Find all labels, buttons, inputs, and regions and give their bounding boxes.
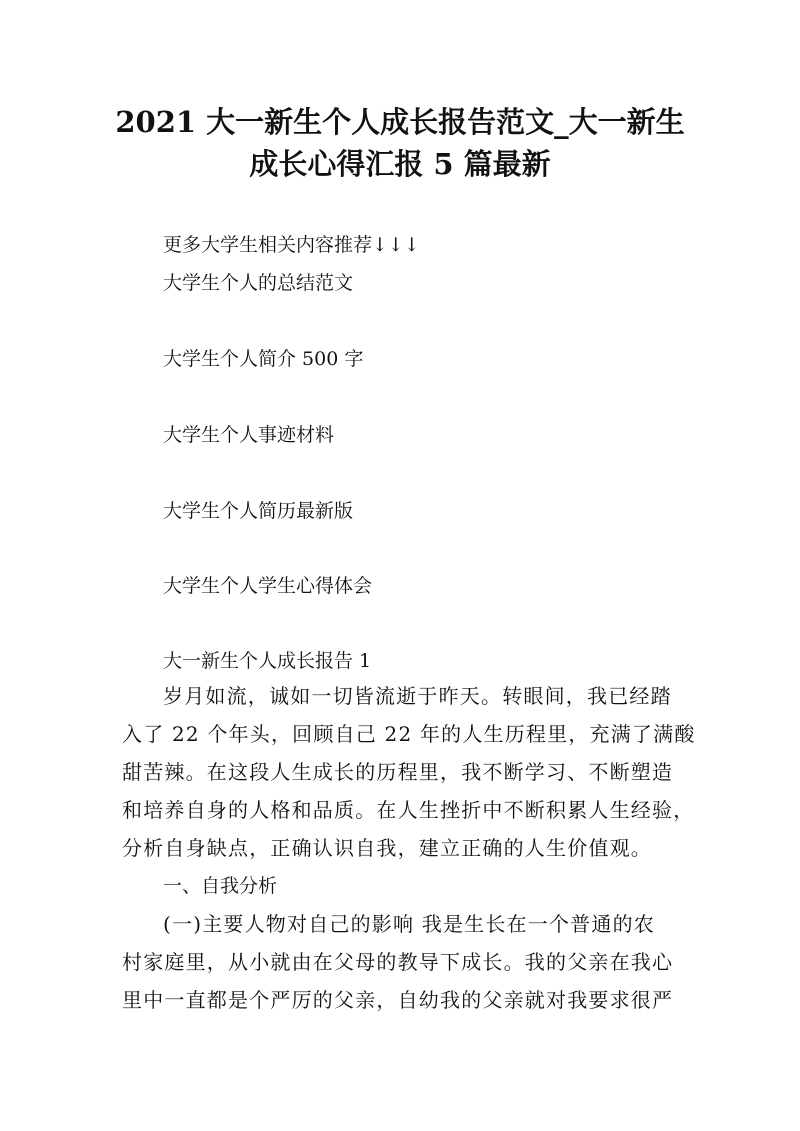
paragraph-2-line-3: 里中一直都是个严厉的父亲，自幼我的父亲就对我要求很严 (122, 988, 674, 1012)
recommend-link-5[interactable]: 大学生个人学生心得体会 (163, 575, 373, 597)
recommend-header: 更多大学生相关内容推荐↓↓↓ (163, 234, 420, 256)
paragraph-1-line-3: 甜苦辣。在这段人生成长的历程里，我不断学习、不断塑造 (122, 760, 674, 784)
paragraph-2-line-1: (一)主要人物对自己的影响 我是生长在一个普通的农 (163, 912, 655, 936)
recommend-link-4[interactable]: 大学生个人简历最新版 (163, 500, 354, 522)
recommend-link-1[interactable]: 大学生个人的总结范文 (163, 272, 354, 294)
section-title: 大一新生个人成长报告 1 (163, 650, 372, 672)
recommend-link-3[interactable]: 大学生个人事迹材料 (163, 424, 335, 446)
recommend-link-2[interactable]: 大学生个人简介 500 字 (163, 348, 364, 370)
document-title-line-1: 2021 大一新生个人成长报告范文_大一新生 (115, 105, 685, 139)
document-title-line-2: 成长心得汇报 5 篇最新 (249, 147, 551, 181)
paragraph-1-line-2: 入了 22 个年头，回顾自己 22 年的人生历程里，充满了满酸 (122, 722, 696, 746)
paragraph-1-line-4: 和培养自身的人格和品质。在人生挫折中不断积累人生经验， (122, 798, 695, 822)
paragraph-1-line-1: 岁月如流，诚如一切皆流逝于昨天。转眼间，我已经踏 (163, 684, 672, 708)
paragraph-2-line-2: 村家庭里，从小就由在父母的教导下成长。我的父亲在我心 (122, 950, 674, 974)
heading-self-analysis: 一、自我分析 (163, 875, 278, 897)
paragraph-1-line-5: 分析自身缺点，正确认识自我，建立正确的人生价值观。 (122, 836, 652, 860)
